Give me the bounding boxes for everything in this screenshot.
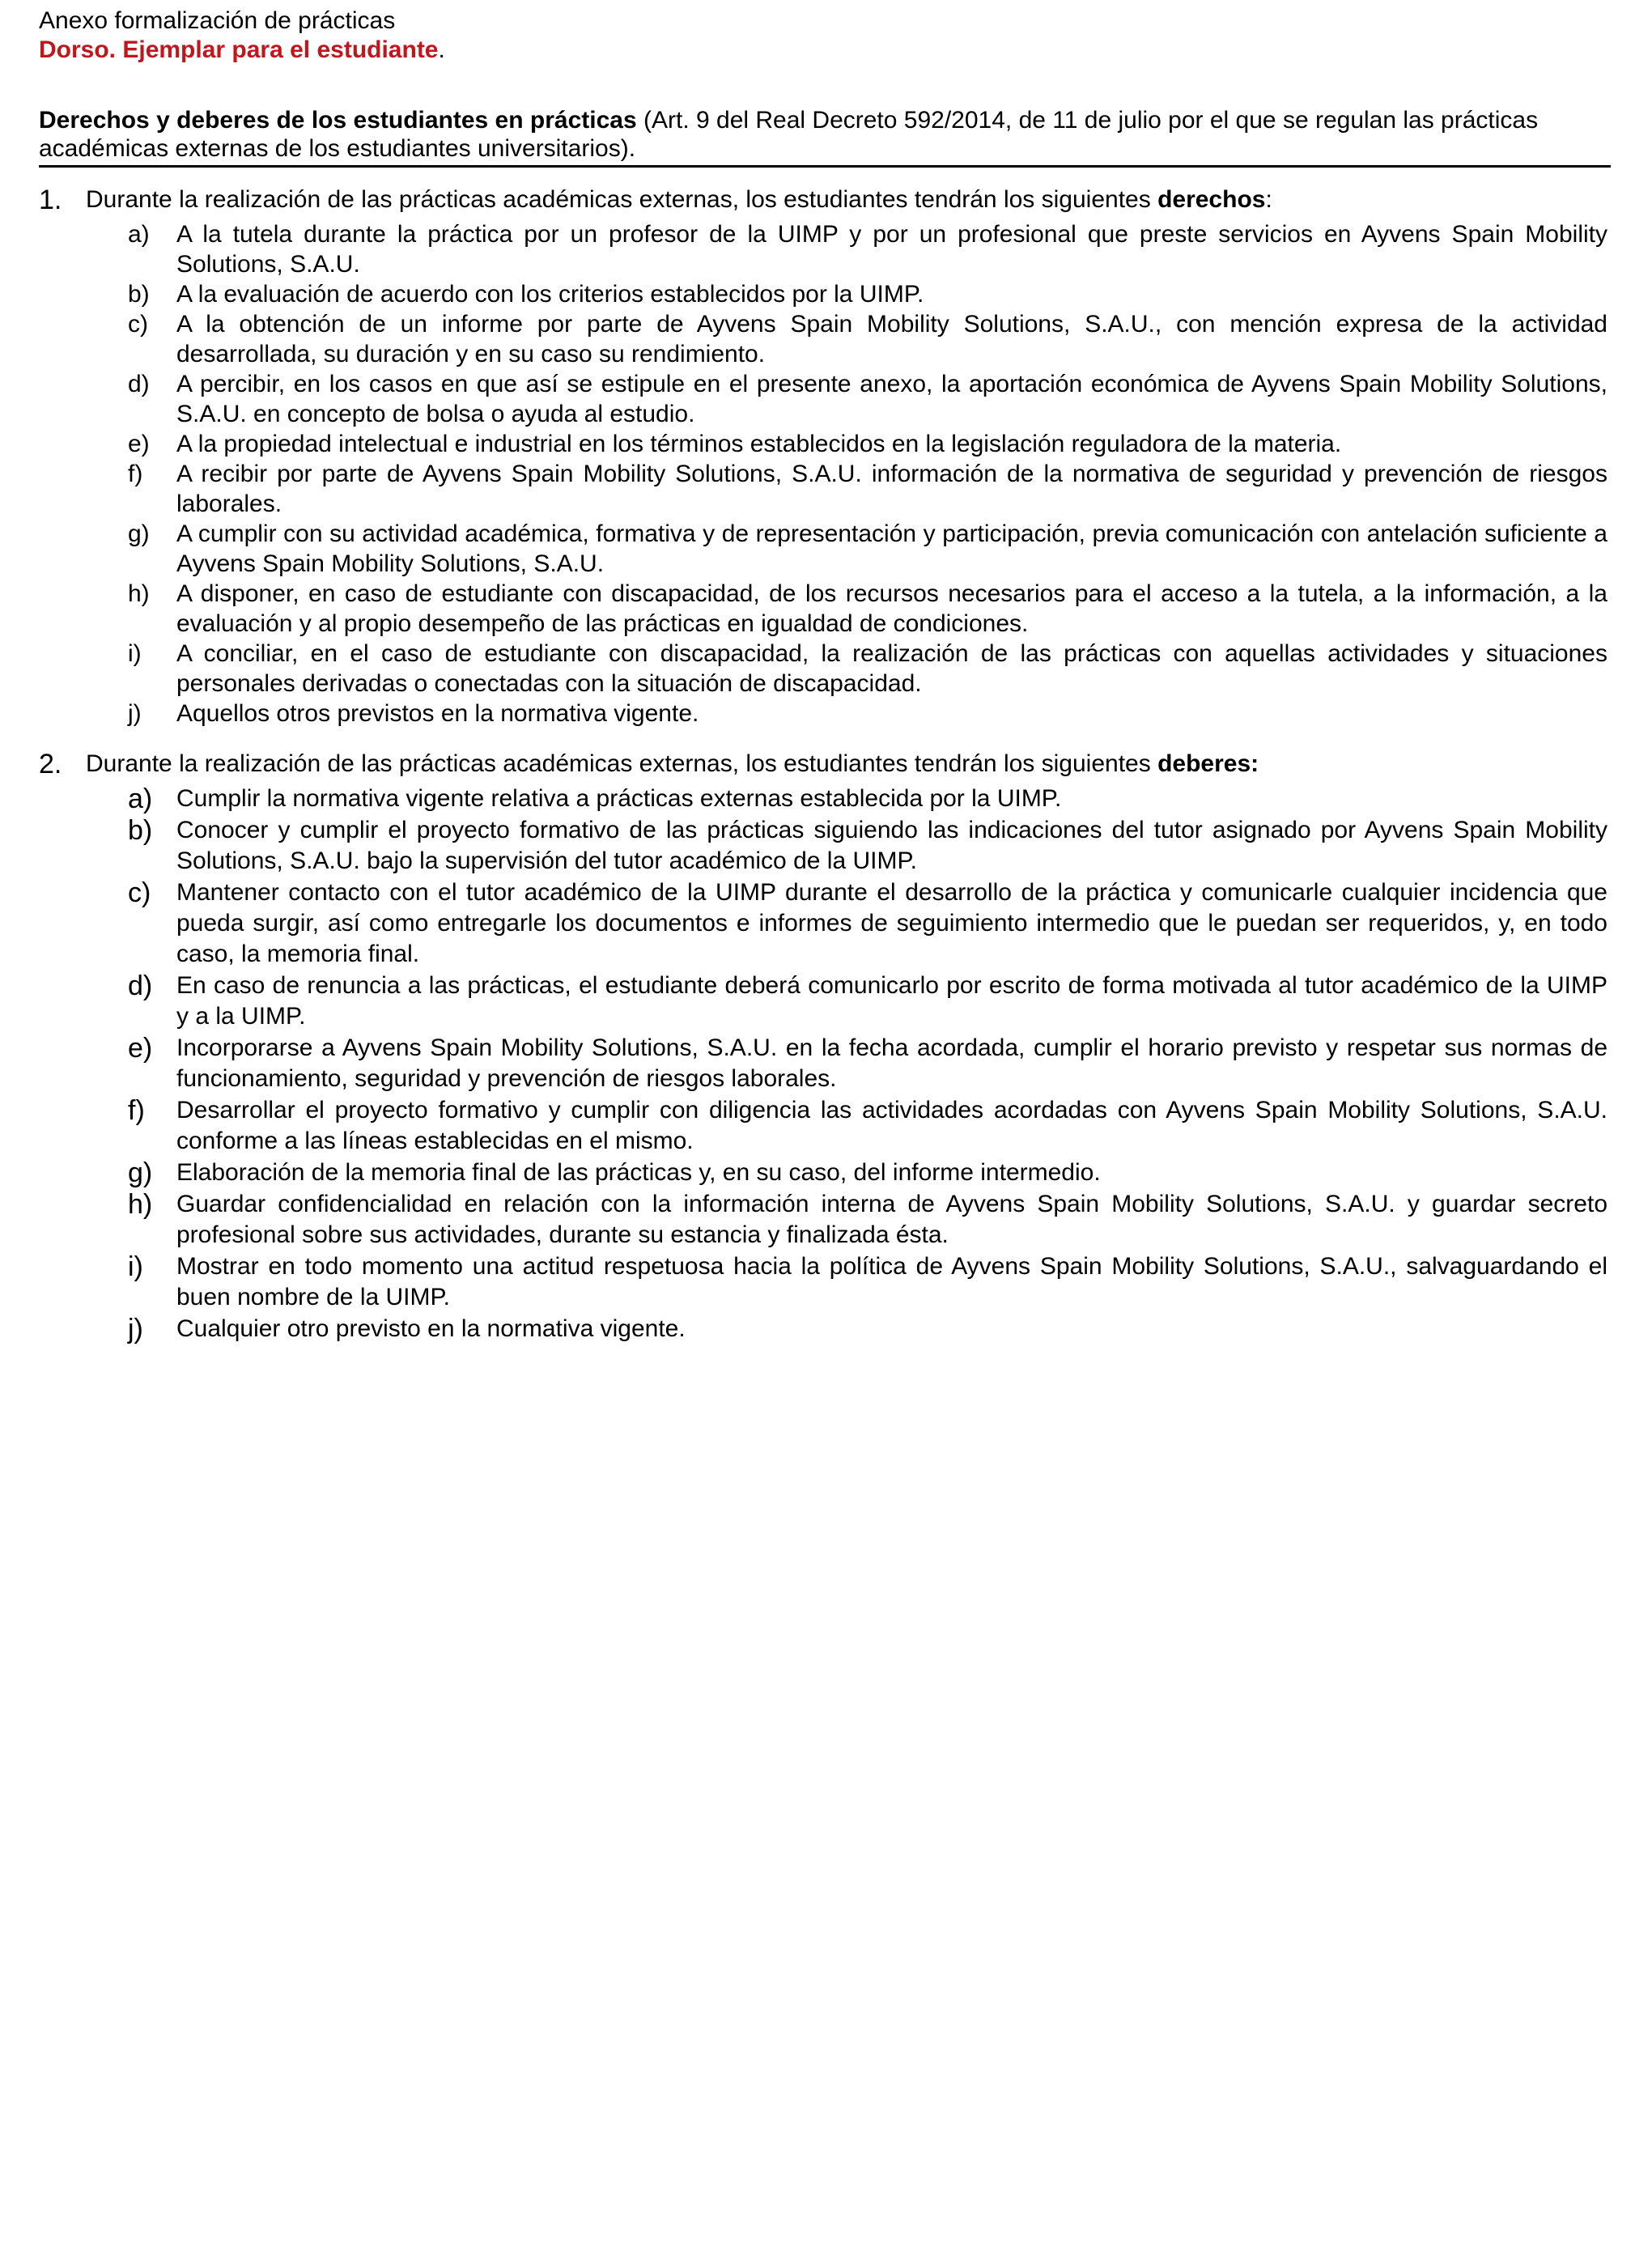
- list-item: [39, 1095, 1611, 1157]
- list-item-text: A conciliar, en el caso de estudiante con discapacidad, la realización de las prácticas con aquellas actividades y situaciones personales derivadas o conectadas con la situación de discapacidad.: [176, 640, 1607, 697]
- list-item-text: Elaboración de la memoria final de las prácticas y, en su caso, del informe intermedio.: [176, 1159, 1101, 1186]
- dorso-punct: .: [438, 36, 445, 63]
- heading-reference: (Art. 9 del Real Decreto 592/2014, de 11 de julio por el que se regulan las prácticas académicas externas de los estudiantes universitarios).: [39, 107, 1539, 162]
- list-item-marker: c): [128, 877, 151, 908]
- list-item: [39, 815, 1611, 877]
- list-item-marker: j): [128, 1314, 143, 1344]
- list-item-marker: f): [128, 461, 143, 487]
- deberes-list: [39, 784, 1611, 1344]
- list-item-text: A recibir por parte de Ayvens Spain Mobility Solutions, S.A.U. información de la normativa de seguridad y prevención de riesgos laborales.: [176, 461, 1607, 517]
- list-item: [39, 219, 1611, 279]
- list-item: [39, 459, 1611, 519]
- list-item: [39, 279, 1611, 309]
- deberes-section: [39, 750, 1611, 1344]
- list-item-text: A la tutela durante la práctica por un profesor de la UIMP y por un profesional que preste servicios en Ayvens Spain Mobility Solutions, S.A.U.: [176, 221, 1607, 278]
- section-intro-text: [86, 750, 1611, 779]
- list-item-marker: c): [128, 311, 148, 338]
- list-item-text: A la obtención de un informe por parte de Ayvens Spain Mobility Solutions, S.A.U., con mención expresa de la actividad desarrollada, su duración y en su caso su rendimiento.: [176, 311, 1607, 367]
- dorso-label: [39, 36, 1611, 65]
- list-item-marker: g): [128, 520, 150, 547]
- heading-bold: Derechos y deberes de los estudiantes en prácticas: [39, 107, 637, 134]
- list-item-text: En caso de renuncia a las prácticas, el estudiante deberá comunicarlo por escrito de forma motivada al tutor académico de la UIMP y a la UIMP.: [176, 972, 1607, 1030]
- list-item: [39, 429, 1611, 459]
- list-item-text: A la evaluación de acuerdo con los criterios establecidos por la UIMP.: [176, 281, 924, 308]
- deberes-intro: [39, 750, 1611, 779]
- list-item: [39, 1314, 1611, 1344]
- section-heading: [39, 106, 1611, 168]
- list-item-marker: f): [128, 1095, 145, 1126]
- list-item-marker: g): [128, 1157, 153, 1188]
- list-item-text: Mostrar en todo momento una actitud respetuosa hacia la política de Ayvens Spain Mobility Solutions, S.A.U., salvaguardando el buen nombre de la UIMP.: [176, 1253, 1607, 1310]
- list-item: [39, 1251, 1611, 1313]
- intro-text: Durante la realización de las prácticas académicas externas, los estudiantes tendrán los siguientes: [86, 750, 1158, 777]
- list-item-text: Desarrollar el proyecto formativo y cumplir con diligencia las actividades acordadas con Ayvens Spain Mobility Solutions, S.A.U. conforme a las líneas establecidas en el mismo.: [176, 1097, 1607, 1154]
- list-item-marker: d): [128, 371, 150, 397]
- derechos-intro: [39, 185, 1611, 215]
- intro-text: Durante la realización de las prácticas académicas externas, los estudiantes tendrán los siguientes: [86, 186, 1158, 213]
- list-item-marker: h): [128, 1189, 153, 1220]
- list-item-text: A la propiedad intelectual e industrial en los términos establecidos en la legislación reguladora de la materia.: [176, 431, 1342, 457]
- list-item-marker: e): [128, 431, 150, 457]
- list-item-text: Aquellos otros previstos en la normativa vigente.: [176, 700, 699, 727]
- list-item-marker: i): [128, 640, 142, 667]
- list-item-marker: b): [128, 815, 153, 846]
- list-item-marker: a): [128, 221, 150, 248]
- list-item-text: Conocer y cumplir el proyecto formativo de las prácticas siguiendo las indicaciones del tutor asignado por Ayvens Spain Mobility Solutions, S.A.U. bajo la supervisión del tutor académico de la UIMP.: [176, 817, 1607, 874]
- list-item-marker: i): [128, 1251, 143, 1282]
- list-item: [39, 1189, 1611, 1251]
- section-intro-text: [86, 185, 1611, 215]
- derechos-list: [39, 219, 1611, 728]
- list-item: [39, 309, 1611, 369]
- document-page: [39, 0, 1611, 1345]
- list-item: [39, 639, 1611, 699]
- list-item-text: A disponer, en caso de estudiante con discapacidad, de los recursos necesarios para el acceso a la tutela, a la información, a la evaluación y al propio desempeño de las prácticas en igualdad de condiciones.: [176, 580, 1607, 637]
- intro-suffix: :: [1265, 186, 1272, 213]
- list-item-text: Cumplir la normativa vigente relativa a prácticas externas establecida por la UIMP.: [176, 785, 1062, 812]
- list-item: [39, 519, 1611, 579]
- list-item: [39, 1157, 1611, 1188]
- keyword-deberes: deberes:: [1157, 750, 1259, 777]
- list-item-marker: j): [128, 700, 142, 727]
- list-item: [39, 1033, 1611, 1094]
- list-item-text: A percibir, en los casos en que así se estipule en el presente anexo, la aportación económica de Ayvens Spain Mobility Solutions, S.A.U. en concepto de bolsa o ayuda al estudio.: [176, 371, 1607, 427]
- list-item: [39, 971, 1611, 1032]
- document-label: Anexo formalización de prácticas: [39, 7, 396, 34]
- list-item: [39, 877, 1611, 970]
- list-item-text: Cualquier otro previsto en la normativa vigente.: [176, 1315, 686, 1342]
- section-number: 1.: [39, 185, 62, 215]
- list-item-marker: b): [128, 281, 150, 308]
- dorso-text: Dorso. Ejemplar para el estudiante: [39, 36, 439, 63]
- list-item: [39, 579, 1611, 639]
- list-item-text: Incorporarse a Ayvens Spain Mobility Solutions, S.A.U. en la fecha acordada, cumplir el horario previsto y respetar sus normas de funcionamiento, seguridad y prevención de riesgos laborales.: [176, 1034, 1607, 1092]
- list-item-marker: h): [128, 580, 150, 607]
- list-item: [39, 784, 1611, 814]
- list-item-text: A cumplir con su actividad académica, formativa y de representación y participación, previa comunicación con antelación suficiente a Ayvens Spain Mobility Solutions, S.A.U.: [176, 520, 1607, 577]
- list-item-text: Mantener contacto con el tutor académico de la UIMP durante el desarrollo de la práctica y comunicarle cualquier incidencia que pueda surgir, así como entregarle los documentos e informes de seguimiento intermedio que le puedan ser requeridos, y, en todo caso, la memoria final.: [176, 879, 1607, 967]
- list-item-marker: e): [128, 1033, 153, 1064]
- list-item-marker: a): [128, 784, 153, 814]
- list-item-marker: d): [128, 971, 153, 1001]
- derechos-section: [39, 185, 1611, 728]
- section-number: 2.: [39, 749, 62, 779]
- keyword-derechos: derechos: [1157, 186, 1266, 213]
- list-item: [39, 699, 1611, 728]
- list-item: [39, 369, 1611, 429]
- list-item-text: Guardar confidencialidad en relación con la información interna de Ayvens Spain Mobility Solutions, S.A.U. y guardar secreto profesional sobre sus actividades, durante su estancia y finalizada ésta.: [176, 1191, 1607, 1248]
